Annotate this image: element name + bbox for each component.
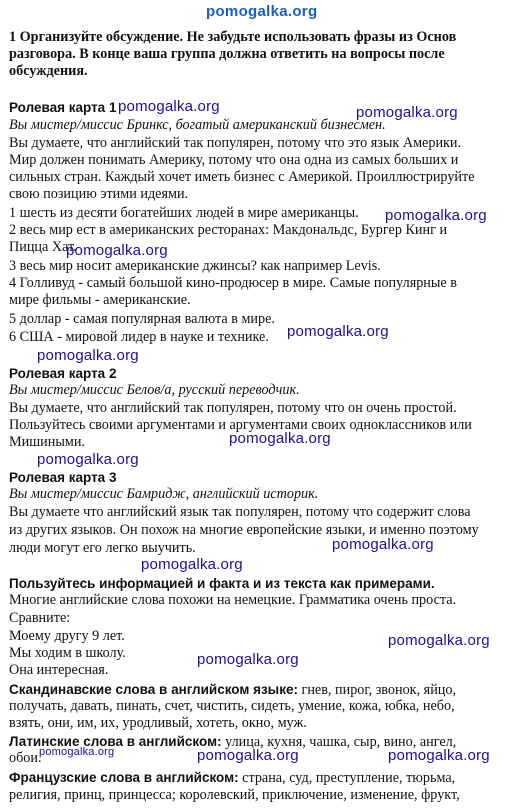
watermark: pomogalka.org <box>388 632 490 649</box>
info-line-2: Сравните: <box>9 610 71 626</box>
watermark: pomogalka.org <box>197 651 299 668</box>
watermark: pomogalka.org <box>37 451 139 468</box>
info-title: Пользуйтесь информацией и факта и из текста как примерами. <box>9 576 435 591</box>
watermark: pomogalka.org <box>229 430 331 447</box>
card1-p4: свою позицию этими идеями. <box>9 186 189 202</box>
watermark: pomogalka.org <box>39 746 115 758</box>
watermark: pomogalka.org <box>118 98 220 115</box>
task-line-1: 1 Организуйте обсуждение. Не забудьте использовать фразы из Основ <box>9 29 457 45</box>
latin-words-line-2: обои. <box>9 750 42 766</box>
card1-item-3: 3 весь мир носит американские джинсы? как например Levis. <box>9 258 381 274</box>
watermark: pomogalka.org <box>66 242 168 259</box>
card1-item-2b: Пицца Хат. <box>9 239 77 255</box>
info-line-4: Мы ходим в школу. <box>9 645 126 661</box>
card1-p3: сильных стран. Каждый хочет иметь бизнес с Америкой. Проиллюстрируйте <box>9 169 475 185</box>
task-line-3: обсуждения. <box>9 63 88 79</box>
task-line-2: разговора. В конце ваша группа должна ответить на вопросы после <box>9 46 445 62</box>
watermark: pomogalka.org <box>37 347 139 364</box>
scandinavian-words-line-3: взять, они, им, их, уродливый, хотеть, окно, муж. <box>9 715 307 731</box>
latin-label: Латинские слова в английском: <box>9 734 222 749</box>
site-header-watermark: pomogalka.org <box>206 3 318 20</box>
card3-title: Ролевая карта 3 <box>9 470 117 485</box>
watermark: pomogalka.org <box>388 747 490 764</box>
card1-p1: Вы думаете, что английский так популярен, потому что это язык Америки. <box>9 135 462 151</box>
info-line-3: Моему другу 9 лет. <box>9 628 125 644</box>
card1-role: Вы мистер/миссис Бринкс, богатый американский бизнесмен. <box>9 117 386 133</box>
watermark: pomogalka.org <box>141 556 243 573</box>
card1-item-6: 6 США - мировой лидер в науке и технике. <box>9 329 269 345</box>
latin-words-a: улица, кухня, чашка, сыр, вино, ангел, <box>221 734 457 750</box>
card3-p3: люди могут его легко выучить. <box>9 540 196 556</box>
card2-p3: Мишиными. <box>9 434 85 450</box>
info-line-5: Она интересная. <box>9 662 109 678</box>
card3-p2: из других языков. Он похож на многие европейские языки, и именно поэтому <box>9 522 479 538</box>
card2-title: Ролевая карта 2 <box>9 366 117 381</box>
french-label: Французские слова в английском: <box>9 770 239 785</box>
card1-p2: Мир должен понимать Америку, потому что она одна из самых больших и <box>9 152 459 168</box>
card1-item-4a: 4 Голливуд - самый большой кино-продюсер в мире. Самые популярные в <box>9 275 457 291</box>
watermark: pomogalka.org <box>197 747 299 764</box>
watermark: pomogalka.org <box>332 536 434 553</box>
watermark: pomogalka.org <box>385 207 487 224</box>
card2-p2: Пользуйтесь своими аргументами и аргументами своих одноклассников или <box>9 417 472 433</box>
french-words-line-1 <box>9 769 455 787</box>
card1-item-1: 1 шесть из десяти богатейших людей в мире американцы. <box>9 205 359 221</box>
watermark: pomogalka.org <box>356 104 458 121</box>
card2-role: Вы мистер/миссис Белов/а, русский переводчик. <box>9 382 300 398</box>
card3-p1: Вы думаете что английский язык так популярен, потому что содержит слова <box>9 504 471 520</box>
french-words-a: страна, суд, преступление, тюрьма, <box>238 770 456 786</box>
scandinavian-words-a: гнев, пирог, звонок, яйцо, <box>297 682 457 698</box>
card2-p1: Вы думаете, что английский так популярен, потому что он очень простой. <box>9 400 457 416</box>
scandinavian-words-line-2: получать, давать, пинать, счет, чистить, сидеть, умение, кожа, юбка, небо, <box>9 698 455 714</box>
scandinavian-label: Скандинавские слова в английском языке: <box>9 682 298 697</box>
scandinavian-words-line-1 <box>9 681 456 699</box>
french-words-line-2: религия, принц, принцесса; королевский, приключение, изменение, фрукт, <box>9 787 460 803</box>
card1-item-5: 5 доллар - самая популярная валюта в мире. <box>9 311 275 327</box>
card1-item-4b: мире фильмы - американские. <box>9 292 191 308</box>
card3-role: Вы мистер/миссис Бамридж, английский историк. <box>9 486 319 502</box>
info-line-1: Многие английские слова похожи на немецкие. Грамматика очень проста. <box>9 592 457 608</box>
card1-item-2a: 2 весь мир ест в американских ресторанах: Макдональдс, Бургер Кинг и <box>9 222 448 238</box>
card1-title: Ролевая карта 1 <box>9 100 117 115</box>
watermark: pomogalka.org <box>287 323 389 340</box>
